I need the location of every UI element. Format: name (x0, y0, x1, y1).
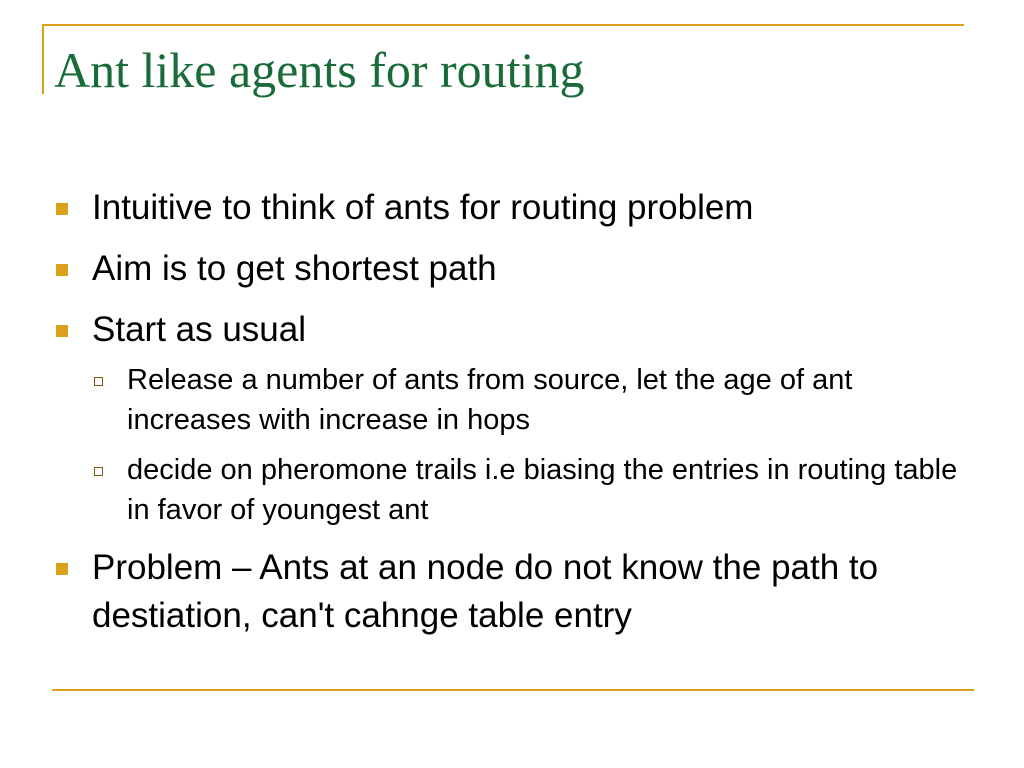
square-bullet-icon (56, 203, 68, 215)
hollow-square-bullet-icon (94, 467, 103, 476)
bullet-text: Intuitive to think of ants for routing problem (92, 188, 754, 227)
bullet-item (54, 544, 984, 640)
bullet-text: Aim is to get shortest path (92, 249, 497, 288)
left-rule (42, 24, 44, 94)
bullet-item (54, 184, 984, 232)
bullet-text: Start as usual (92, 310, 306, 349)
bullet-text: Problem – Ants at an node do not know the path to destiation, can't cahnge table entry (92, 548, 879, 635)
top-rule (42, 24, 964, 26)
square-bullet-icon (56, 325, 68, 337)
square-bullet-icon (56, 563, 68, 575)
bullet-item (54, 306, 984, 354)
sub-bullet-text: Release a number of ants from source, let the age of ant increases with increase in hops (127, 364, 853, 436)
square-bullet-icon (56, 264, 68, 276)
slide-title: Ant like agents for routing (54, 42, 585, 98)
bullet-list (54, 184, 984, 653)
sub-bullet-item (54, 360, 984, 440)
bullet-item (54, 245, 984, 293)
sub-bullet-text: decide on pheromone trails i.e biasing the entries in routing table in favor of youngest ant (127, 454, 958, 526)
hollow-square-bullet-icon (94, 377, 103, 386)
bottom-rule (52, 689, 974, 691)
sub-bullet-item (54, 450, 984, 530)
